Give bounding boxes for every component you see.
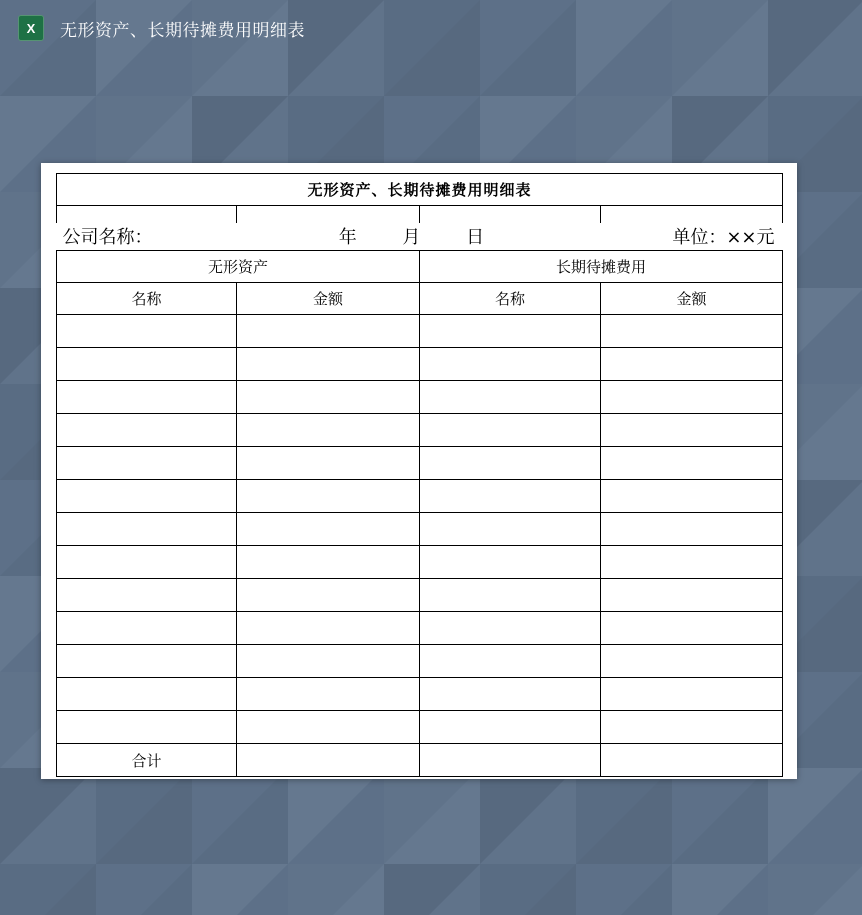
- cell-prepaid-name[interactable]: [420, 711, 601, 744]
- total-prepaid-amount[interactable]: [601, 744, 783, 777]
- total-row[interactable]: [57, 744, 783, 777]
- cell-prepaid-name[interactable]: [420, 612, 601, 645]
- cell-intangible-amount[interactable]: [237, 513, 420, 546]
- table-body: [57, 174, 783, 777]
- spacer-cell-1: [57, 206, 237, 223]
- cell-prepaid-amount[interactable]: [601, 348, 783, 381]
- cell-prepaid-name[interactable]: [420, 645, 601, 678]
- info-cell: [57, 223, 783, 251]
- cell-intangible-name[interactable]: [57, 546, 237, 579]
- table-row[interactable]: [57, 711, 783, 744]
- cell-prepaid-amount[interactable]: [601, 645, 783, 678]
- cell-intangible-amount[interactable]: [237, 381, 420, 414]
- cell-intangible-amount[interactable]: [237, 480, 420, 513]
- total-label: 合计: [57, 744, 237, 777]
- cell-intangible-amount[interactable]: [237, 678, 420, 711]
- cell-prepaid-name[interactable]: [420, 579, 601, 612]
- total-intangible-amount[interactable]: [237, 744, 420, 777]
- cell-intangible-name[interactable]: [57, 711, 237, 744]
- cell-intangible-amount[interactable]: [237, 348, 420, 381]
- cell-prepaid-amount[interactable]: [601, 678, 783, 711]
- day-label: 日: [466, 227, 487, 249]
- table-row[interactable]: [57, 513, 783, 546]
- cell-prepaid-amount[interactable]: [601, 711, 783, 744]
- info-row: [57, 223, 783, 251]
- title-row: [57, 174, 783, 206]
- window-title: 无形资产、长期待摊费用明细表: [60, 20, 305, 41]
- table-row[interactable]: [57, 447, 783, 480]
- cell-intangible-amount[interactable]: [237, 315, 420, 348]
- date-label: [153, 223, 673, 249]
- column-header-row: [57, 283, 783, 315]
- cell-intangible-name[interactable]: [57, 513, 237, 546]
- year-label: 年: [338, 227, 359, 249]
- document-title: 无形资产、长期待摊费用明细表: [57, 174, 783, 206]
- table-row[interactable]: [57, 546, 783, 579]
- cell-intangible-name[interactable]: [57, 315, 237, 348]
- spacer-cell-2: [237, 206, 420, 223]
- cell-intangible-name[interactable]: [57, 414, 237, 447]
- company-name-label: 公司名称：: [62, 227, 153, 249]
- cell-prepaid-name[interactable]: [420, 381, 601, 414]
- cell-prepaid-name[interactable]: [420, 546, 601, 579]
- spacer-cell-3: [420, 206, 601, 223]
- month-label: 月: [402, 227, 423, 249]
- group-header-row: [57, 251, 783, 283]
- cell-prepaid-amount[interactable]: [601, 612, 783, 645]
- cell-intangible-amount[interactable]: [237, 546, 420, 579]
- column-header-intangible-name: 名称: [57, 283, 237, 315]
- cell-intangible-amount[interactable]: [237, 645, 420, 678]
- cell-intangible-name[interactable]: [57, 678, 237, 711]
- cell-prepaid-amount[interactable]: [601, 513, 783, 546]
- unit-label: 单位：××元: [672, 227, 775, 249]
- cell-prepaid-amount[interactable]: [601, 480, 783, 513]
- excel-icon: X: [18, 15, 44, 41]
- cell-intangible-amount[interactable]: [237, 579, 420, 612]
- cell-prepaid-name[interactable]: [420, 348, 601, 381]
- cell-intangible-name[interactable]: [57, 579, 237, 612]
- column-header-prepaid-amount: 金额: [601, 283, 783, 315]
- cell-intangible-name[interactable]: [57, 480, 237, 513]
- cell-intangible-name[interactable]: [57, 645, 237, 678]
- column-header-intangible-amount: 金额: [237, 283, 420, 315]
- cell-prepaid-name[interactable]: [420, 315, 601, 348]
- cell-prepaid-amount[interactable]: [601, 414, 783, 447]
- cell-intangible-name[interactable]: [57, 381, 237, 414]
- group-header-long-term-prepaid-expenses: 长期待摊费用: [420, 251, 783, 283]
- table-row[interactable]: [57, 612, 783, 645]
- window-header: [0, 0, 862, 56]
- table-row[interactable]: [57, 678, 783, 711]
- detail-table: [56, 173, 783, 777]
- cell-intangible-name[interactable]: [57, 612, 237, 645]
- cell-prepaid-name[interactable]: [420, 513, 601, 546]
- cell-prepaid-name[interactable]: [420, 447, 601, 480]
- table-row[interactable]: [57, 315, 783, 348]
- cell-prepaid-amount[interactable]: [601, 546, 783, 579]
- total-prepaid-name[interactable]: [420, 744, 601, 777]
- cell-intangible-name[interactable]: [57, 348, 237, 381]
- cell-intangible-amount[interactable]: [237, 612, 420, 645]
- group-header-intangible-assets: 无形资产: [57, 251, 420, 283]
- table-row[interactable]: [57, 414, 783, 447]
- spacer-cell-4: [601, 206, 783, 223]
- cell-intangible-amount[interactable]: [237, 414, 420, 447]
- cell-prepaid-amount[interactable]: [601, 447, 783, 480]
- column-header-prepaid-name: 名称: [420, 283, 601, 315]
- cell-prepaid-name[interactable]: [420, 414, 601, 447]
- table-row[interactable]: [57, 480, 783, 513]
- table-row[interactable]: [57, 579, 783, 612]
- spacer-row: [57, 206, 783, 223]
- cell-prepaid-name[interactable]: [420, 480, 601, 513]
- cell-prepaid-amount[interactable]: [601, 315, 783, 348]
- cell-intangible-amount[interactable]: [237, 711, 420, 744]
- cell-intangible-amount[interactable]: [237, 447, 420, 480]
- table-row[interactable]: [57, 645, 783, 678]
- cell-prepaid-amount[interactable]: [601, 381, 783, 414]
- table-row[interactable]: [57, 348, 783, 381]
- document-page: [41, 163, 797, 779]
- table-row[interactable]: [57, 381, 783, 414]
- cell-prepaid-amount[interactable]: [601, 579, 783, 612]
- cell-intangible-name[interactable]: [57, 447, 237, 480]
- cell-prepaid-name[interactable]: [420, 678, 601, 711]
